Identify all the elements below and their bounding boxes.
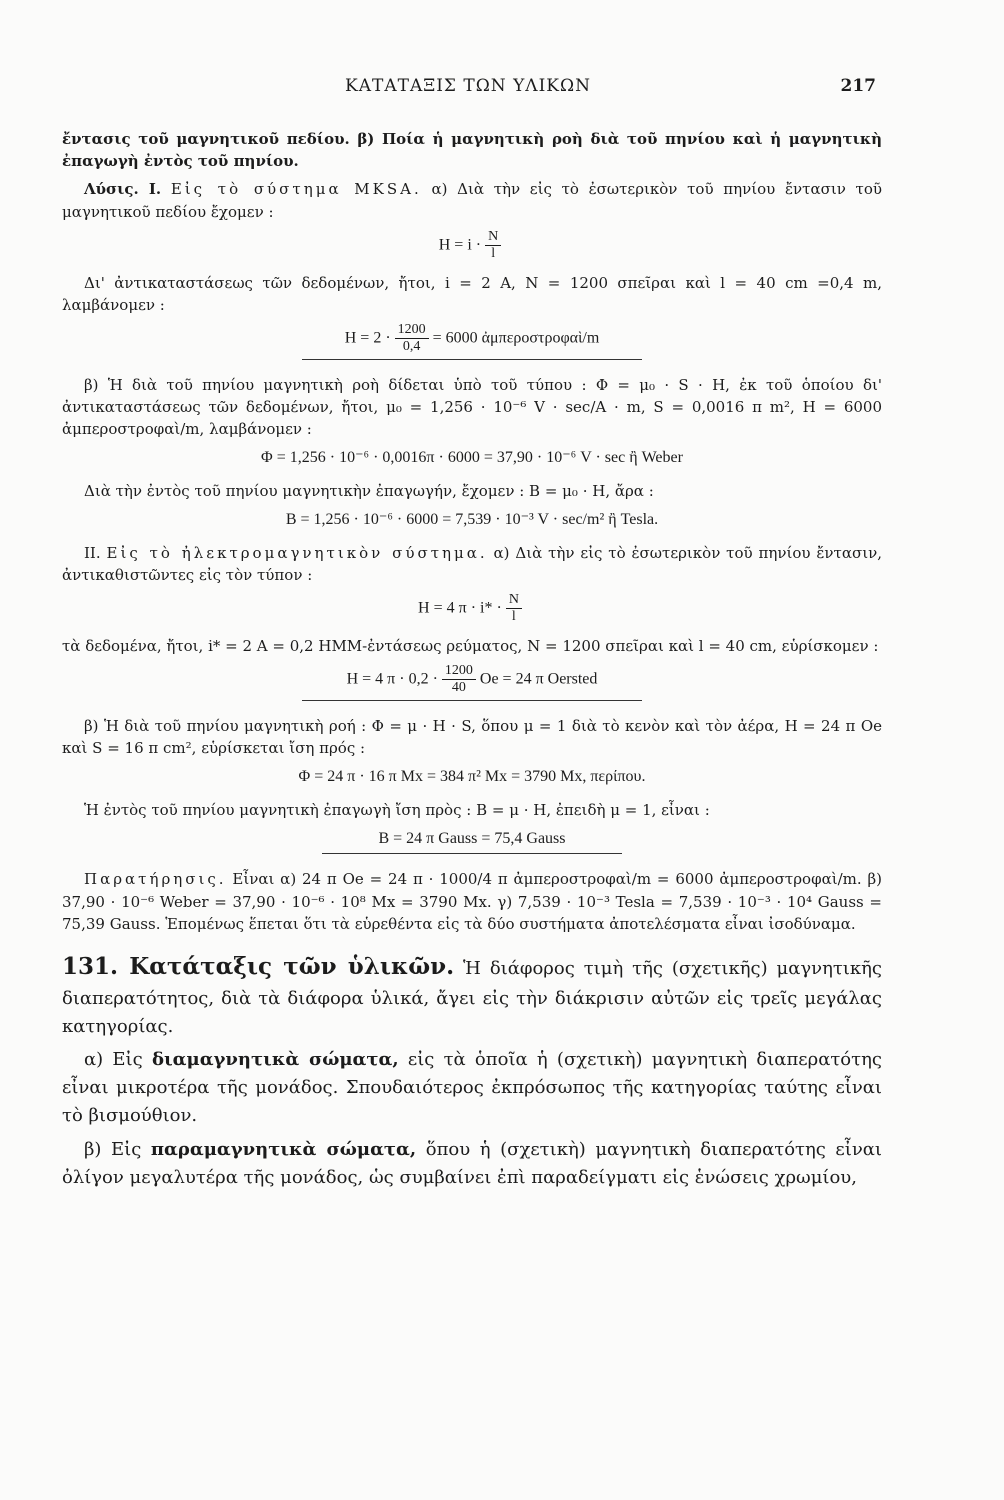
fraction-denominator: l: [511, 609, 516, 625]
paragraph-flux-formula: β) Ἡ διὰ τοῦ πηνίου μαγνητικὴ ροὴ δίδεται ὑπὸ τοῦ τύπου : Φ = μ₀ · S · H, ἐκ τοῦ ὁποίου δι' ἀντικαταστάσεως τῶν δεδομένων, ἤτοι, μ₀ = 1,256 · 10⁻⁶ V · sec/A · m, S = 0,0016 π m², H = 6000 ἀμπεροστροφαὶ/m, λαμβάνομεν :: [62, 375, 882, 438]
paragraph-flux-em: β) Ἡ διὰ τοῦ πηνίου μαγνητικὴ ροή : Φ = μ · H · S, ὅπου μ = 1 διὰ τὸ κενὸν καὶ τὸν ἀέρα, H = 24 π Oe καὶ S = 16 π cm², εὑρίσκεται ἴση πρός :: [62, 716, 882, 757]
fraction-numerator: 1200: [442, 663, 476, 680]
paramagnetic-text: ὅπου ἡ (σχετικὴ) μαγνητικὴ διαπερατότης εἶναι ὀλίγον μεγαλυτέρα τῆς μονάδος, ὡς συμβαίνει ἐπὶ παραδείγματι εἰς ἑνώσεις χρωμίου,: [62, 1139, 882, 1188]
fraction-numerator: N: [485, 229, 501, 246]
system-heading-em: Εἰς τὸ ἠλεκτρομαγνητικὸν σύστημα.: [106, 543, 488, 562]
paragraph-data-em: τὰ δεδομένα, ἤτοι, i* = 2 A = 0,2 ΗΜΜ-ἐντάσεως ρεύματος, N = 1200 σπεῖραι καὶ l = 40 cm, εὑρίσκομεν :: [62, 637, 879, 656]
section-intro: Ἡ διάφορος τιμὴ τῆς (σχετικῆς) μαγνητικῆς διαπερατότητος, διὰ τὰ διάφορα ὑλικά, ἄγει εἰς τὴν διάκρισιν αὐτῶν εἰς τρεῖς μεγάλας κατηγορίας.: [62, 958, 882, 1037]
diamagnetic-term: διαμαγνητικὰ σώματα,: [151, 1049, 399, 1071]
page-number: 217: [840, 76, 876, 96]
solution-ii-text: α) Διὰ τὴν εἰς τὸ ἐσωτερικὸν τοῦ πηνίου ἔντασιν, ἀντικαθιστῶντες εἰς τὸν τύπον :: [62, 543, 882, 584]
remark-heading: Παρατήρησις.: [84, 870, 227, 889]
diamagnetic-text: εἰς τὰ ὁποῖα ἡ (σχετικὴ) μαγνητικὴ διαπερατότης εἶναι μικροτέρα τῆς μονάδος. Σπουδαιότερος ἐκπρόσωπος τῆς κατηγορίας ταύτης εἶναι τὸ βισμούθιον.: [62, 1049, 882, 1127]
formula-h-oersted-right: Oe = 24 π Oersted: [479, 670, 598, 688]
diamagnetic-lead: α) Εἰς: [84, 1049, 143, 1071]
paragraph-section-131: [62, 949, 882, 1040]
paragraph-substitution: Δι' ἀντικαταστάσεως τῶν δεδομένων, ἤτοι, i = 2 A, N = 1200 σπεῖραι καὶ l = 40 cm =0,4 m, λαμβάνομεν :: [62, 273, 882, 315]
fraction-numerator: N: [506, 592, 522, 609]
paragraph-remark: [62, 868, 882, 935]
paragraph-paramagnetic: [62, 1136, 882, 1192]
formula-h-6000-left: H = 2 ·: [344, 329, 391, 347]
formula-h-4pi-left: H = 4 π · i* ·: [418, 599, 502, 617]
fraction-n-over-l: [485, 229, 501, 262]
paramagnetic-lead: β) Εἰς: [84, 1139, 142, 1161]
formula-h-i: [62, 229, 882, 262]
running-title: ΚΑΤΑΤΑΞΙΣ ΤΩΝ ΥΛΙΚΩΝ: [345, 76, 591, 96]
formula-b-tesla: B = 1,256 · 10⁻⁶ · 6000 = 7,539 · 10⁻³ V · sec/m² ἢ Tesla.: [285, 510, 659, 528]
fraction-numerator: 1200: [395, 322, 429, 339]
solution-i-text: α) Διὰ τὴν εἰς τὸ ἐσωτερικὸν τοῦ πηνίου ἔντασιν τοῦ μαγνητικοῦ πεδίου ἔχομεν :: [62, 180, 882, 221]
paragraph-solution-i: [62, 178, 882, 222]
solution-label: Λύσις. Ι.: [84, 180, 162, 199]
formula-flux-weber: Φ = 1,256 · 10⁻⁶ · 0,0016π · 6000 = 37,90 · 10⁻⁶ V · sec ἢ Weber: [261, 449, 683, 467]
formula-flux-maxwell: Φ = 24 π · 16 π Mx = 384 π² Mx = 3790 Mx, περίπου.: [298, 767, 646, 785]
formula-h-6000: [302, 322, 642, 359]
section-heading: 131. Κατάταξις τῶν ὑλικῶν.: [62, 953, 455, 980]
solution-ii-label: ΙΙ.: [84, 543, 101, 562]
paragraph-diamagnetic: [62, 1046, 882, 1130]
formula-h-4pi: [62, 592, 882, 625]
fraction-denominator: 0,4: [402, 339, 421, 355]
paragraph-induction: Διὰ τὴν ἐντὸς τοῦ πηνίου μαγνητικὴν ἐπαγωγήν, ἔχομεν : B = μ₀ · H, ἄρα :: [84, 481, 654, 500]
fraction-1200-over-04: [395, 322, 429, 355]
fraction-n-over-l: [506, 592, 522, 625]
formula-h-6000-right: = 6000 ἀμπεροστροφαὶ/m: [432, 329, 600, 347]
page-body: [62, 128, 882, 1198]
fraction-denominator: 40: [451, 680, 466, 696]
paramagnetic-term: παραμαγνητικὰ σώματα,: [150, 1139, 417, 1161]
paragraph-question: ἔντασις τοῦ μαγνητικοῦ πεδίου. β) Ποία ἡ μαγνητικὴ ροὴ διὰ τοῦ πηνίου καὶ ἡ μαγνητικὴ ἐπαγωγὴ ἐντὸς τοῦ πηνίου.: [62, 130, 882, 171]
formula-h-i-left: H = i ·: [438, 236, 482, 254]
remark-text: Εἶναι α) 24 π Oe = 24 π · 1000/4 π ἀμπεροστροφαὶ/m = 6000 ἀμπεροστροφαὶ/m. β) 37,90 · 10⁻⁶ Weber = 37,90 · 10⁻⁶ · 10⁸ Mx = 3790 Mx. γ) 7,539 · 10⁻³ Tesla = 7,539 · 10⁻³ · 10⁴ Gauss = 75,39 Gauss. Ἑπομένως ἕπεται ὅτι τὰ εὑρεθέντα εἰς τὰ δύο συστήματα ἀποτελέσματα εἶναι ἰσοδύναμα.: [62, 870, 882, 933]
formula-h-oersted-left: H = 4 π · 0,2 ·: [346, 670, 438, 688]
paragraph-solution-ii: [62, 542, 882, 586]
fraction-denominator: l: [491, 245, 496, 261]
paragraph-induction-em: Ἡ ἐντὸς τοῦ πηνίου μαγνητικὴ ἐπαγωγὴ ἴση πρὸς : B = μ · H, ἐπειδὴ μ = 1, εἶναι :: [84, 800, 710, 819]
formula-h-oersted: [302, 663, 642, 700]
fraction-1200-over-40: [442, 663, 476, 696]
running-header: [60, 76, 876, 108]
system-heading-mksa: Εἰς τὸ σύστημα MKSA.: [170, 180, 422, 199]
formula-b-gauss: B = 24 π Gauss = 75,4 Gauss: [322, 827, 622, 855]
